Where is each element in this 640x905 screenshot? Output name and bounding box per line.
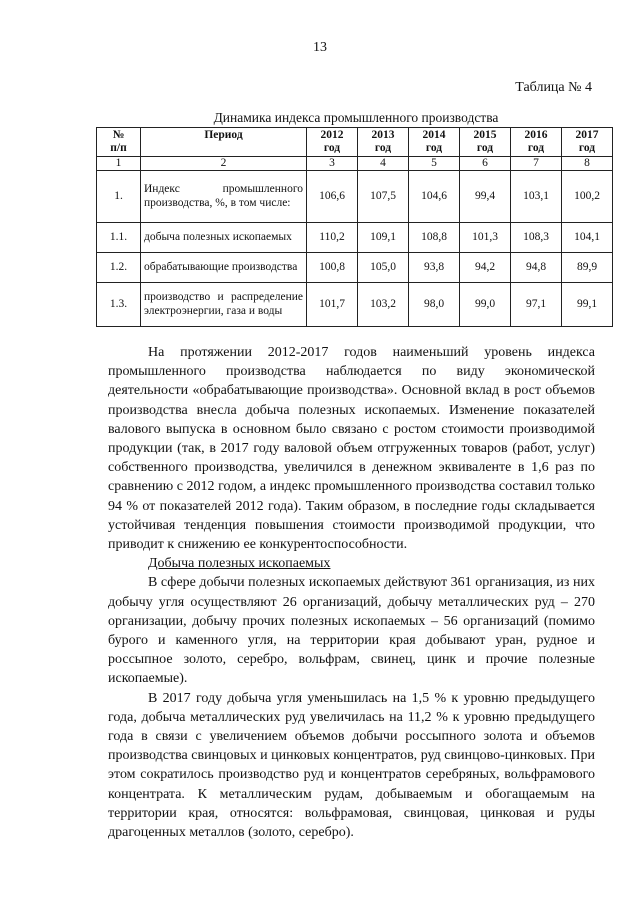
header-year-2015: 2015 год — [460, 128, 511, 157]
table-caption: Динамика индекса промышленного производства — [213, 110, 499, 125]
cell-value: 99,4 — [460, 171, 511, 223]
cell-value: 104,6 — [409, 171, 460, 223]
cell-value: 100,2 — [562, 171, 613, 223]
cell-value: 103,1 — [511, 171, 562, 223]
table-header-row — [97, 128, 613, 157]
row-period: производство и распределение электроэнергии, газа и воды — [141, 283, 307, 327]
cell-value: 94,2 — [460, 253, 511, 283]
cell-value: 89,9 — [562, 253, 613, 283]
row-number: 1.1. — [97, 223, 141, 253]
row-number: 1. — [97, 171, 141, 223]
cell-value: 108,3 — [511, 223, 562, 253]
cell-value: 106,6 — [307, 171, 358, 223]
row-number: 1.2. — [97, 253, 141, 283]
column-number-row — [97, 157, 613, 171]
row-period: обрабатывающие производства — [141, 253, 307, 283]
header-year-2014: 2014 год — [409, 128, 460, 157]
cell-value: 99,0 — [460, 283, 511, 327]
column-number: 2 — [141, 157, 307, 171]
column-number: 6 — [460, 157, 511, 171]
cell-value: 94,8 — [511, 253, 562, 283]
column-number: 1 — [97, 157, 141, 171]
cell-value: 105,0 — [358, 253, 409, 283]
cell-value: 110,2 — [307, 223, 358, 253]
section-heading-mining: Добыча полезных ископаемых — [148, 556, 331, 572]
table-row — [97, 253, 613, 283]
cell-value: 101,7 — [307, 283, 358, 327]
cell-value: 98,0 — [409, 283, 460, 327]
column-number: 5 — [409, 157, 460, 171]
cell-value: 108,8 — [409, 223, 460, 253]
cell-value: 109,1 — [358, 223, 409, 253]
header-period: Период — [141, 128, 307, 157]
cell-value: 101,3 — [460, 223, 511, 253]
cell-value: 97,1 — [511, 283, 562, 327]
paragraph-dynamics: На протяжении 2012-2017 годов наименьший уровень индекса промышленного производства наблюдается по виду экономической деятельности «обрабатывающие производства». Основной вклад в рост объемов производства внесла добыча полезных ископаемых. Изменение показателей валового выпуска в основном было связано с ростом стоимости производимой продукции (так, в 2017 году валовой объем отгруженных товаров (работ, услуг) собственного производства, увеличился в денежном эквиваленте в 1,6 раз по сравнению с 2012 годом, а индекс промышленного производства составил только 94 % от показателей 2012 года). Таким образом, в последние годы складывается устойчивая тенденция повышения стоимости производимой продукции, что приводит к снижению ее конкурентоспособности. — [108, 345, 595, 553]
cell-value: 99,1 — [562, 283, 613, 327]
column-number: 7 — [511, 157, 562, 171]
header-num: № п/п — [97, 128, 141, 157]
header-year-2013: 2013 год — [358, 128, 409, 157]
column-number: 3 — [307, 157, 358, 171]
header-year-2017: 2017 год — [562, 128, 613, 157]
table-row — [97, 171, 613, 223]
paragraph-organizations: В сфере добычи полезных ископаемых действуют 361 организация, из них добычу угля осуществляют 26 организаций, добычу металлических руд – 270 организации, добычу прочих полезных ископаемых – 56 организаций (помимо бурого и каменного угля, на территории края добывают уран, рудное и россыпное золото, серебро, вольфрам, свинец, цинк и прочие полезные ископаемые). — [108, 575, 595, 687]
cell-value: 103,2 — [358, 283, 409, 327]
cell-value: 107,5 — [358, 171, 409, 223]
row-period: Индекс промышленного производства, %, в том числе: — [141, 171, 307, 223]
column-number: 4 — [358, 157, 409, 171]
body-text — [108, 343, 595, 842]
paragraph-2017-output: В 2017 году добыча угля уменьшилась на 1,5 % к уровню предыдущего года, добыча металлических руд увеличилась на 11,2 % к уровню предыдущего года в связи с увеличением объемов добычи россыпного золота и объемов производства свинцовых и цинковых концентратов, руд свинцово-цинковых. При этом сократилось производство руд и концентратов серебряных, вольфрамового концентрата. К металлическим рудам, добываемым и обогащаемым на территории края, относятся: вольфрамовая, свинцовая, цинковая и руды драгоценных металлов (золото, серебро). — [108, 690, 595, 841]
row-period: добыча полезных ископаемых — [141, 223, 307, 253]
cell-value: 100,8 — [307, 253, 358, 283]
table-label: Таблица № 4 — [515, 80, 592, 95]
industrial-index-table — [96, 127, 613, 327]
table-row — [97, 283, 613, 327]
row-number: 1.3. — [97, 283, 141, 327]
cell-value: 93,8 — [409, 253, 460, 283]
table-row — [97, 223, 613, 253]
header-year-2012: 2012 год — [307, 128, 358, 157]
cell-value: 104,1 — [562, 223, 613, 253]
column-number: 8 — [562, 157, 613, 171]
page-number: 13 — [313, 40, 327, 55]
header-year-2016: 2016 год — [511, 128, 562, 157]
